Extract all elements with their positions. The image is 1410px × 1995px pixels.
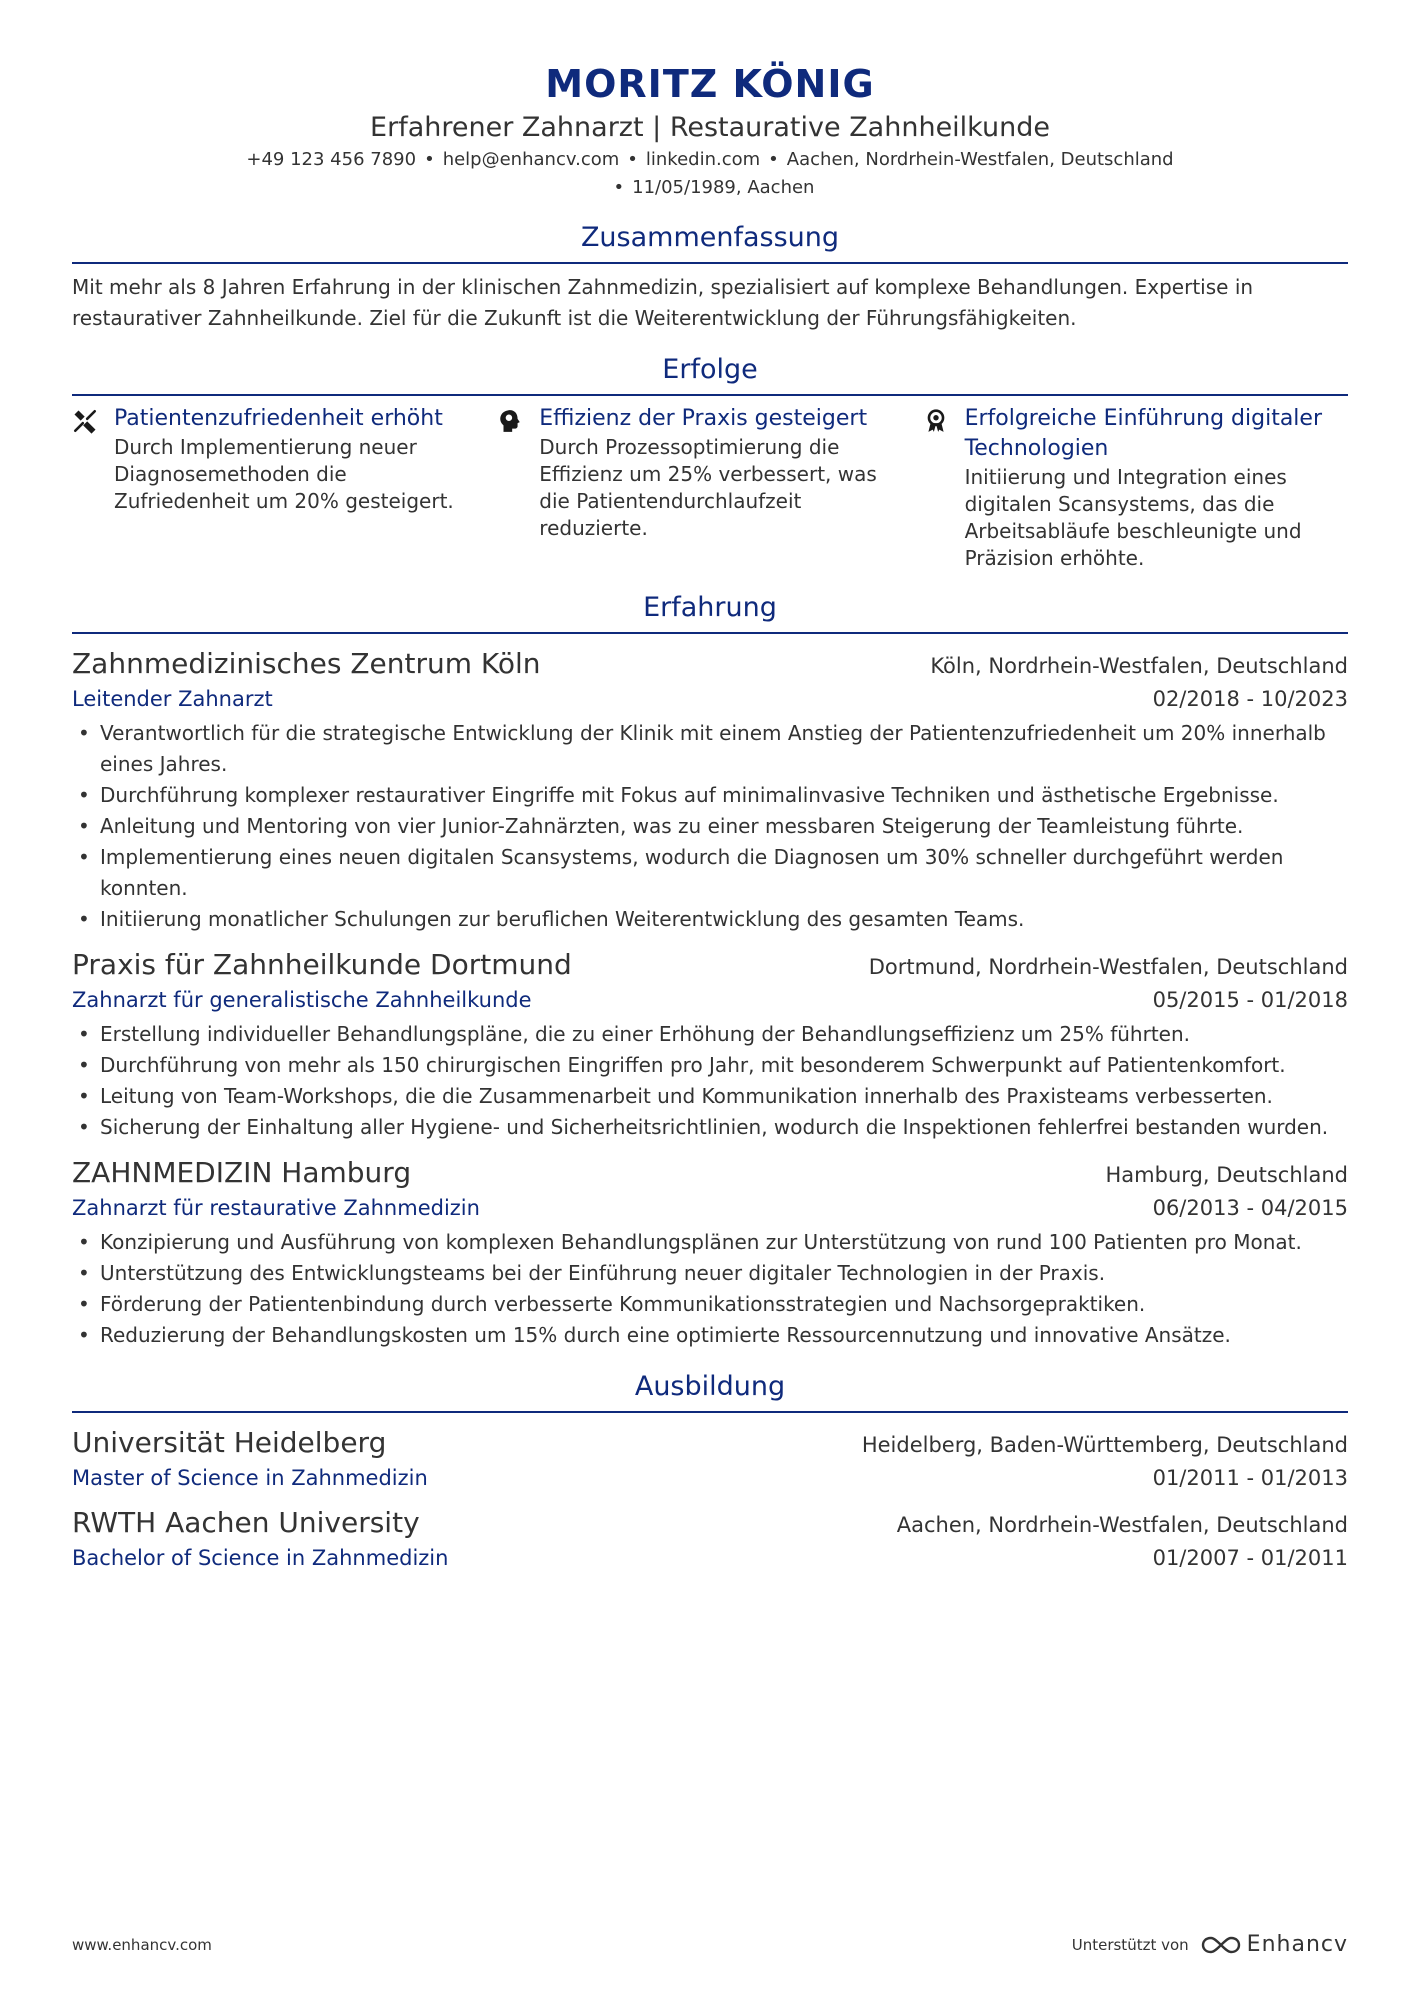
achievement-desc: Initiierung und Integration eines digitalen Scansystems, das die Arbeitsabläufe beschleunigte und Präzision erhöhte. bbox=[964, 465, 1302, 570]
job-entry bbox=[72, 644, 1348, 935]
section-title-experience: Erfahrung bbox=[72, 588, 1348, 634]
job-role: Zahnarzt für restaurative Zahnmedizin bbox=[72, 1196, 480, 1220]
job-location: Hamburg, Deutschland bbox=[1105, 1163, 1348, 1187]
bullet-item: • Erstellung individueller Behandlungspläne, die zu einer Erhöhung der Behandlungseffizienz um 25% führten. bbox=[72, 1019, 1348, 1050]
job-entry bbox=[72, 945, 1348, 1143]
bullet-item: • Durchführung komplexer restaurativer Eingriffe mit Fokus auf minimalinvasive Techniken und ästhetische Ergebnisse. bbox=[72, 780, 1348, 811]
achievement-desc: Durch Implementierung neuer Diagnosemethoden die Zufriedenheit um 20% gesteigert. bbox=[114, 435, 454, 513]
job-bullets bbox=[72, 1019, 1348, 1143]
birth-line: • 11/05/1989, Aachen bbox=[613, 177, 815, 198]
resume-header bbox=[72, 0, 1348, 202]
bullet-item: • Anleitung und Mentoring von vier Junior-Zahnärzten, was zu einer messbaren Steigerung der Teamleistung führte. bbox=[72, 811, 1348, 842]
powered-by-label: Unterstützt von bbox=[1071, 1935, 1189, 1954]
email[interactable]: help@enhancv.com bbox=[442, 149, 620, 170]
bullet-item: • Konzipierung und Ausführung von komplexen Behandlungsplänen zur Unterstützung von rund 100 Patienten pro Monat. bbox=[72, 1227, 1348, 1258]
bullet-item: • Leitung von Team-Workshops, die die Zusammenarbeit und Kommunikation innerhalb des Praxisteams verbesserten. bbox=[72, 1081, 1348, 1112]
enhancv-logo[interactable] bbox=[1201, 1932, 1348, 1957]
summary-text: Mit mehr als 8 Jahren Erfahrung in der klinischen Zahnmedizin, spezialisiert auf komplexe Behandlungen. Expertise in restaurativer Zahnheilkunde. Ziel für die Zukunft ist die Weiterentwicklung der Führungsfähigkeiten. bbox=[72, 275, 1254, 330]
infinity-logo-icon bbox=[1201, 1934, 1241, 1956]
school-location: Heidelberg, Baden-Württemberg, Deutschland bbox=[861, 1433, 1348, 1457]
summary-section bbox=[72, 218, 1348, 334]
brain-head-icon bbox=[497, 404, 539, 572]
school-location: Aachen, Nordrhein-Westfalen, Deutschland bbox=[896, 1513, 1348, 1537]
job-dates: 02/2018 - 10/2023 bbox=[1152, 687, 1348, 711]
bullet-item: • Durchführung von mehr als 150 chirurgischen Eingriffen pro Jahr, mit besonderem Schwerpunkt auf Patientenkomfort. bbox=[72, 1050, 1348, 1081]
education-dates: 01/2011 - 01/2013 bbox=[1152, 1466, 1348, 1490]
bullet-item: • Verantwortlich für die strategische Entwicklung der Klinik mit einem Anstieg der Patientenzufriedenheit um 20% innerhalb eines Jahres. bbox=[72, 718, 1348, 780]
page-footer bbox=[72, 1932, 1348, 1957]
education-entry bbox=[72, 1503, 1348, 1573]
achievement-title: Effizienz der Praxis gesteigert bbox=[539, 406, 868, 431]
achievement-title: Erfolgreiche Einführung digitaler Technologien bbox=[964, 406, 1322, 461]
achievements-grid bbox=[72, 404, 1348, 572]
contact-line: +49 123 456 7890 • help@enhancv.com • linkedin.com • Aachen, Nordrhein-Westfalen, Deutschland bbox=[246, 149, 1174, 170]
school-name: RWTH Aachen University bbox=[72, 1506, 420, 1539]
job-role: Leitender Zahnarzt bbox=[72, 687, 273, 711]
phone: +49 123 456 7890 bbox=[246, 149, 417, 170]
achievements-section bbox=[72, 350, 1348, 572]
achievement-item bbox=[497, 404, 922, 572]
bullet-item: • Förderung der Patientenbindung durch verbesserte Kommunikationsstrategien und Nachsorgepraktiken. bbox=[72, 1289, 1348, 1320]
tools-icon bbox=[72, 404, 114, 572]
bullet-item: • Unterstützung des Entwicklungsteams bei der Einführung neuer digitaler Technologien in der Praxis. bbox=[72, 1258, 1348, 1289]
bullet-item: • Implementierung eines neuen digitalen Scansystems, wodurch die Diagnosen um 30% schneller durchgeführt werden konnten. bbox=[72, 842, 1348, 904]
candidate-tagline: Erfahrener Zahnarzt | Restaurative Zahnheilkunde bbox=[370, 112, 1050, 143]
achievement-desc: Durch Prozessoptimierung die Effizienz um 25% verbessert, was die Patientendurchlaufzeit reduzierte. bbox=[539, 435, 877, 540]
job-location: Köln, Nordrhein-Westfalen, Deutschland bbox=[930, 654, 1348, 678]
job-entry bbox=[72, 1153, 1348, 1351]
section-title-summary: Zusammenfassung bbox=[72, 218, 1348, 264]
achievement-item bbox=[72, 404, 497, 572]
education-entry bbox=[72, 1423, 1348, 1493]
school-name: Universität Heidelberg bbox=[72, 1426, 387, 1459]
job-bullets bbox=[72, 1227, 1348, 1351]
company-name: ZAHNMEDIZIN Hamburg bbox=[72, 1156, 412, 1189]
award-medal-icon bbox=[923, 404, 965, 572]
job-location: Dortmund, Nordrhein-Westfalen, Deutschland bbox=[868, 955, 1348, 979]
degree: Bachelor of Science in Zahnmedizin bbox=[72, 1546, 449, 1570]
company-name: Praxis für Zahnheilkunde Dortmund bbox=[72, 948, 572, 981]
achievement-title: Patientenzufriedenheit erhöht bbox=[114, 406, 443, 431]
brand-name: Enhancv bbox=[1246, 1932, 1348, 1957]
job-bullets bbox=[72, 718, 1348, 935]
linkedin[interactable]: linkedin.com bbox=[645, 149, 761, 170]
job-role: Zahnarzt für generalistische Zahnheilkunde bbox=[72, 988, 532, 1012]
section-title-education: Ausbildung bbox=[72, 1367, 1348, 1413]
education-section bbox=[72, 1367, 1348, 1573]
candidate-name: MORITZ KÖNIG bbox=[545, 62, 875, 106]
experience-section bbox=[72, 588, 1348, 1351]
birth-info: 11/05/1989, Aachen bbox=[632, 177, 815, 198]
bullet-item: • Reduzierung der Behandlungskosten um 15% durch eine optimierte Ressourcennutzung und innovative Ansätze. bbox=[72, 1320, 1348, 1351]
degree: Master of Science in Zahnmedizin bbox=[72, 1466, 428, 1490]
job-dates: 06/2013 - 04/2015 bbox=[1152, 1196, 1348, 1220]
company-name: Zahnmedizinisches Zentrum Köln bbox=[72, 647, 541, 680]
footer-brand bbox=[1072, 1932, 1348, 1957]
education-dates: 01/2007 - 01/2011 bbox=[1152, 1546, 1348, 1570]
footer-website[interactable]: www.enhancv.com bbox=[72, 1935, 212, 1954]
achievement-item bbox=[923, 404, 1348, 572]
bullet-item: • Sicherung der Einhaltung aller Hygiene- und Sicherheitsrichtlinien, wodurch die Inspektionen fehlerfrei bestanden wurden. bbox=[72, 1112, 1348, 1143]
section-title-achievements: Erfolge bbox=[72, 350, 1348, 396]
job-dates: 05/2015 - 01/2018 bbox=[1152, 988, 1348, 1012]
bullet-item: • Initiierung monatlicher Schulungen zur beruflichen Weiterentwicklung des gesamten Teams. bbox=[72, 904, 1348, 935]
resume-page bbox=[72, 0, 1348, 1995]
location: Aachen, Nordrhein-Westfalen, Deutschland bbox=[786, 149, 1174, 170]
